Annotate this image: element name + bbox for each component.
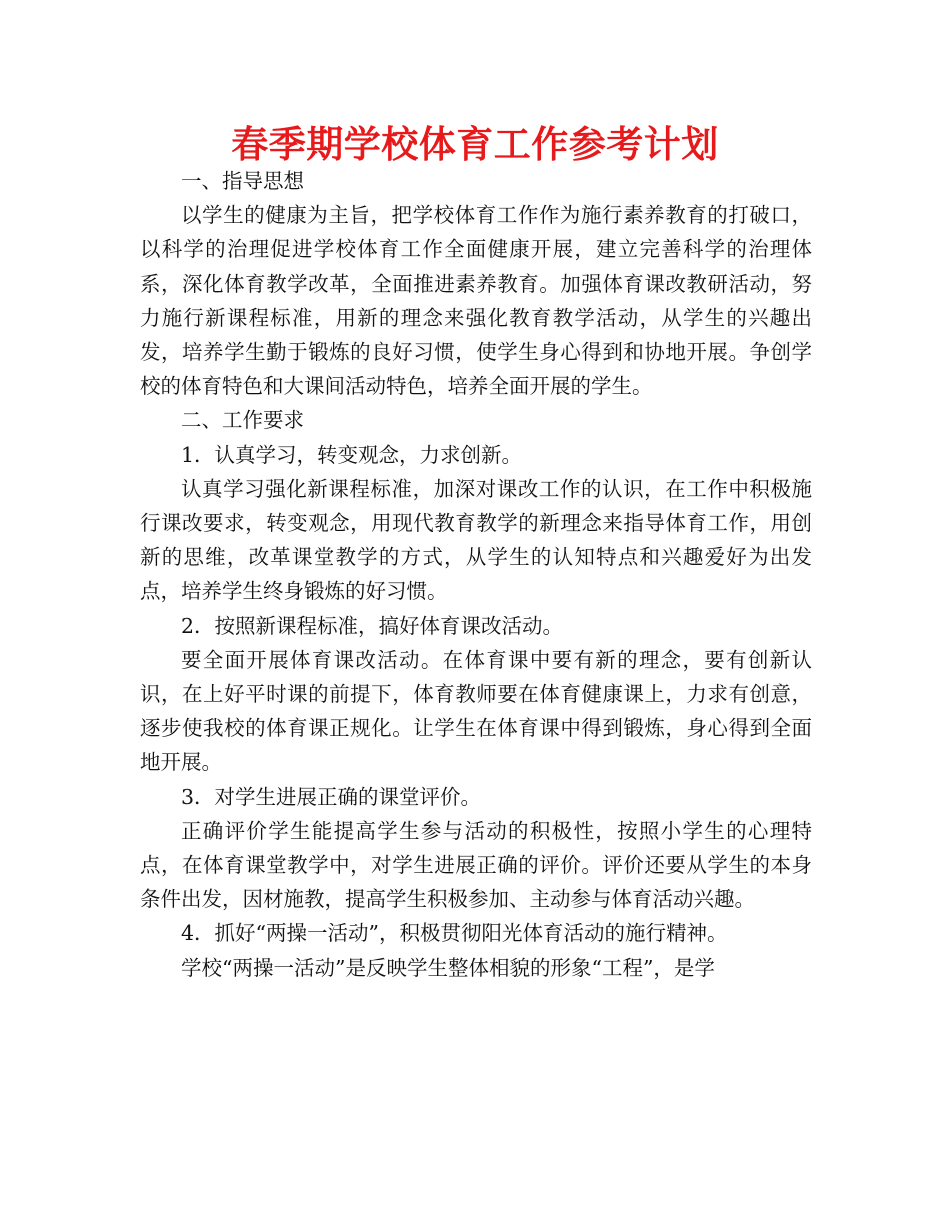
list-item-heading: 4．抓好“两操一活动”，积极贯彻阳光体育活动的施行精神。 — [181, 921, 728, 946]
list-item-heading: 3．对学生进展正确的课堂评价。 — [181, 784, 482, 809]
document-body — [140, 164, 812, 985]
paragraph: 正确评价学生能提高学生参与活动的积极性，按照小学生的心理特点，在体育课堂教学中，对学生进展正确的评价。评价还要从学生的本身条件出发，因材施教，提高学生积极参加、主动参与体育活动兴趣。 — [140, 818, 812, 912]
list-item-heading: 2．按照新课程标准，搞好体育课改活动。 — [181, 613, 564, 638]
paragraph: 学校“两操一活动”是反映学生整体相貌的形象“工程”，是学 — [181, 955, 715, 980]
list-item-heading: 1．认真学习，转变观念，力求创新。 — [181, 442, 523, 467]
paragraph: 要全面开展体育课改活动。在体育课中要有新的理念，要有创新认识，在上好平时课的前提下，体育教师要在体育健康课上，力求有创意，逐步使我校的体育课正规化。让学生在体育课中得到锻炼，身心得到全面地开展。 — [140, 647, 812, 775]
paragraph: 认真学习强化新课程标准，加深对课改工作的认识，在工作中积极施行课改要求，转变观念，用现代教育教学的新理念来指导体育工作，用创新的思维，改革课堂教学的方式，从学生的认知特点和兴趣爱好为出发点，培养学生终身锻炼的好习惯。 — [140, 476, 812, 604]
paragraph: 以学生的健康为主旨，把学校体育工作作为施行素养教育的打破口，以科学的治理促进学校体育工作全面健康开展，建立完善科学的治理体系，深化体育教学改革，全面推进素养教育。加强体育课改教研活动，努力施行新课程标准，用新的理念来强化教育教学活动，从学生的兴趣出发，培养学生勤于锻炼的良好习惯，使学生身心得到和协地开展。争创学校的体育特色和大课间活动特色，培养全面开展的学生。 — [140, 203, 812, 399]
section-heading-guiding-ideology: 一、指导思想 — [181, 169, 304, 193]
document-title: 春季期学校体育工作参考计划 — [231, 122, 719, 166]
section-heading-work-requirements: 二、工作要求 — [181, 408, 304, 433]
